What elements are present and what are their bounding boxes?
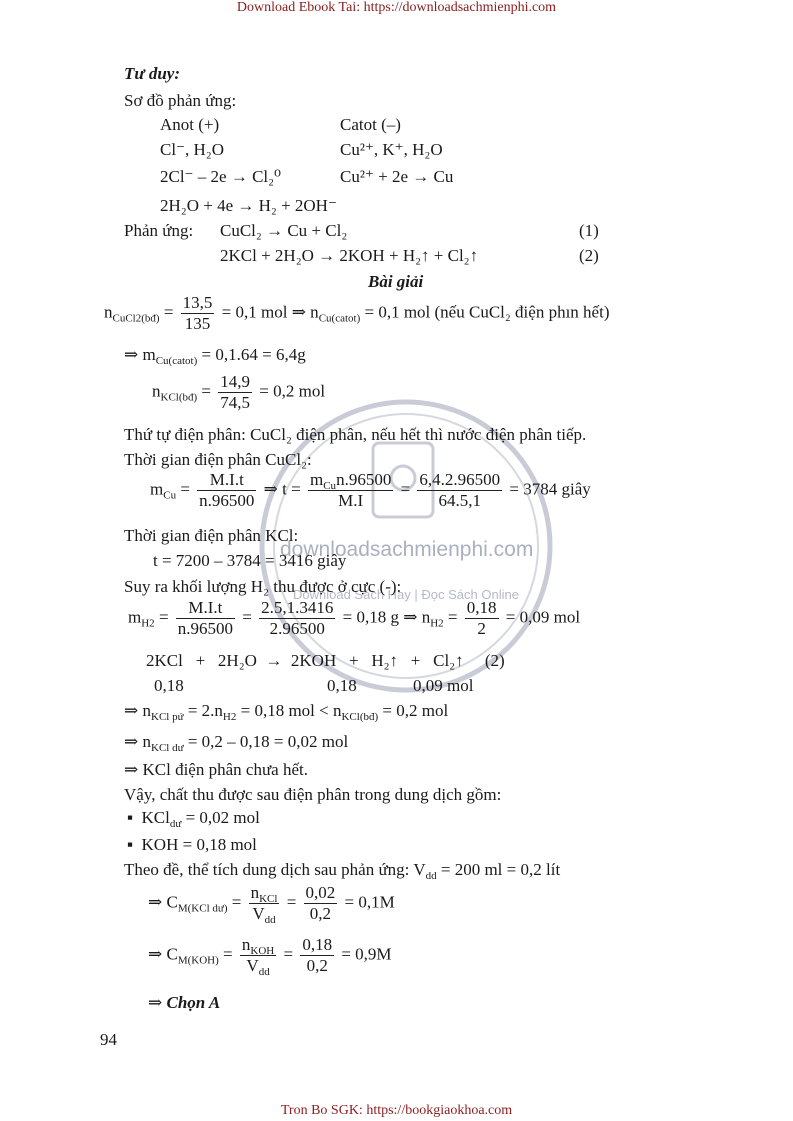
chon-answer: ⇒ Chọn A (148, 993, 221, 1012)
reaction-2-number: (2) (579, 246, 599, 265)
suy-ra-text: Suy ra khối lượng H₂ thu được ở cực (-): (124, 577, 402, 596)
time-kcl-equation: t = 7200 – 3784 = 3416 giây (153, 551, 347, 570)
catot-species: Cu²⁺, K⁺, H₂O (340, 140, 443, 159)
catot-label: Catot (–) (340, 115, 401, 134)
bullet-kcl: ▪ KCl$_{dư}$ = 0,02 mol (127, 808, 260, 830)
bullet-koh: ▪ KOH = 0,18 mol (127, 835, 257, 854)
kcl-chua-het: ⇒ KCl điện phân chưa hết. (124, 760, 308, 779)
reaction-2-stoich: 2KCl + 2H₂O → 2KOH + H₂↑ + Cl₂↑ (2) (146, 651, 505, 670)
stoich-value-koh: 0,18 (327, 676, 357, 695)
reaction-1: CuCl₂ → Cu + Cl₂ (220, 221, 348, 240)
anot-label: Anot (+) (160, 115, 220, 134)
page-footer-link[interactable]: Tron Bo SGK: https://bookgiaokhoa.com (280, 1103, 513, 1118)
catot-reaction-1: Cu²⁺ + 2e → Cu (340, 167, 454, 186)
stoich-value-kcl: 0,18 (154, 676, 184, 695)
theo-de-text: Theo đề, thể tích dung dịch sau phản ứng: $V_{dd} = 200$ ml = 0,2 lít (124, 860, 561, 882)
page-header-link[interactable]: Download Ebook Tai: https://downloadsachmienphi.com (236, 0, 557, 15)
phan-ung-label: Phản ứng: (124, 221, 194, 240)
vay-text: Vậy, chất thu được sau điện phân trong dung dịch gồm: (124, 785, 502, 804)
page-number: 94 (100, 1030, 117, 1049)
thu-tu-text: Thứ tự điện phân: CuCl₂ điện phân, nếu hết thì nước điện phân tiếp. (124, 425, 587, 444)
watermark-text: downloadsachmienphi.com (280, 538, 534, 561)
m-h2-equation: $m_{H2}$ = $\frac{M.I.t}{n.96500}$ = $\frac{2.5,1.3416}{2.96500}$ = 0,18 g ⇒ $n_{H2}$ = $\frac{0,18}{2}$ = 0,09 mol (128, 598, 581, 638)
time-cucl2-equation: $m_{Cu}$ = $\frac{M.I.t}{n.96500}$ ⇒ t = $\frac{m_{Cu}n.96500}{M.I}$ = $\frac{6,4.2.96500}{64.5,1}$ = 3784 giây (150, 470, 591, 510)
reaction-1-number: (1) (579, 221, 599, 240)
n-kcl-equation: $n_{KCl(bđ)}$ = $\frac{14,9}{74,5}$ = 0,2 mol (152, 372, 326, 412)
bai-giai-heading: Bài giải (368, 272, 424, 291)
c-koh-equation: ⇒ $C_{M(KOH)}$ = $\frac{n_{KOH}}{V_{dd}}$ = $\frac{0,18}{0,2}$ = 0,9M (148, 935, 392, 978)
anot-species: Cl⁻, H₂O (160, 140, 225, 159)
n-cucl2-equation: $n_{CuCl2(bđ)}$ = $\frac{13,5}{135}$ = 0,1 mol ⇒ $n_{Cu(catot)} = 0,1$ mol (nếu CuCl₂ điện phın hết) (104, 293, 610, 333)
m-cu-equation: ⇒ $m_{Cu(catot)} = 0,1.64 = 6,4g$ (124, 345, 306, 367)
section-title-tu-duy: Tư duy: (124, 64, 180, 83)
n-kcl-phan-ung: ⇒ $n_{KCl pứ} = 2.n_{H2} = 0,18$ mol < $n_{KCl(bđ)} = 0,2$ mol (124, 701, 449, 723)
stoich-value-h2: 0,09 mol (413, 676, 474, 695)
thoi-gian-cucl2-label: Thời gian điện phân CuCl₂: (124, 450, 312, 469)
thoi-gian-kcl-label: Thời gian điện phân KCl: (124, 526, 299, 545)
c-kcl-equation: ⇒ $C_{M(KCl dư)}$ = $\frac{n_{KCl}}{V_{dd}}$ = $\frac{0,02}{0,2}$ = 0,1M (148, 883, 395, 926)
so-do-label: Sơ đồ phản ứng: (124, 91, 237, 110)
anot-reaction-1: 2Cl⁻ – 2e → Cl₂⁰ (160, 167, 281, 186)
reaction-2: 2KCl + 2H₂O → 2KOH + H₂↑ + Cl₂↑ (220, 246, 479, 265)
n-kcl-du: ⇒ $n_{KCl dư} = 0,2 - 0,18 = 0,02$ mol (124, 732, 349, 754)
anot-reaction-2: 2H₂O + 4e → H₂ + 2OH⁻ (160, 196, 337, 215)
watermark-subtext: Download Sách Hay | Đọc Sách Online (293, 587, 519, 602)
